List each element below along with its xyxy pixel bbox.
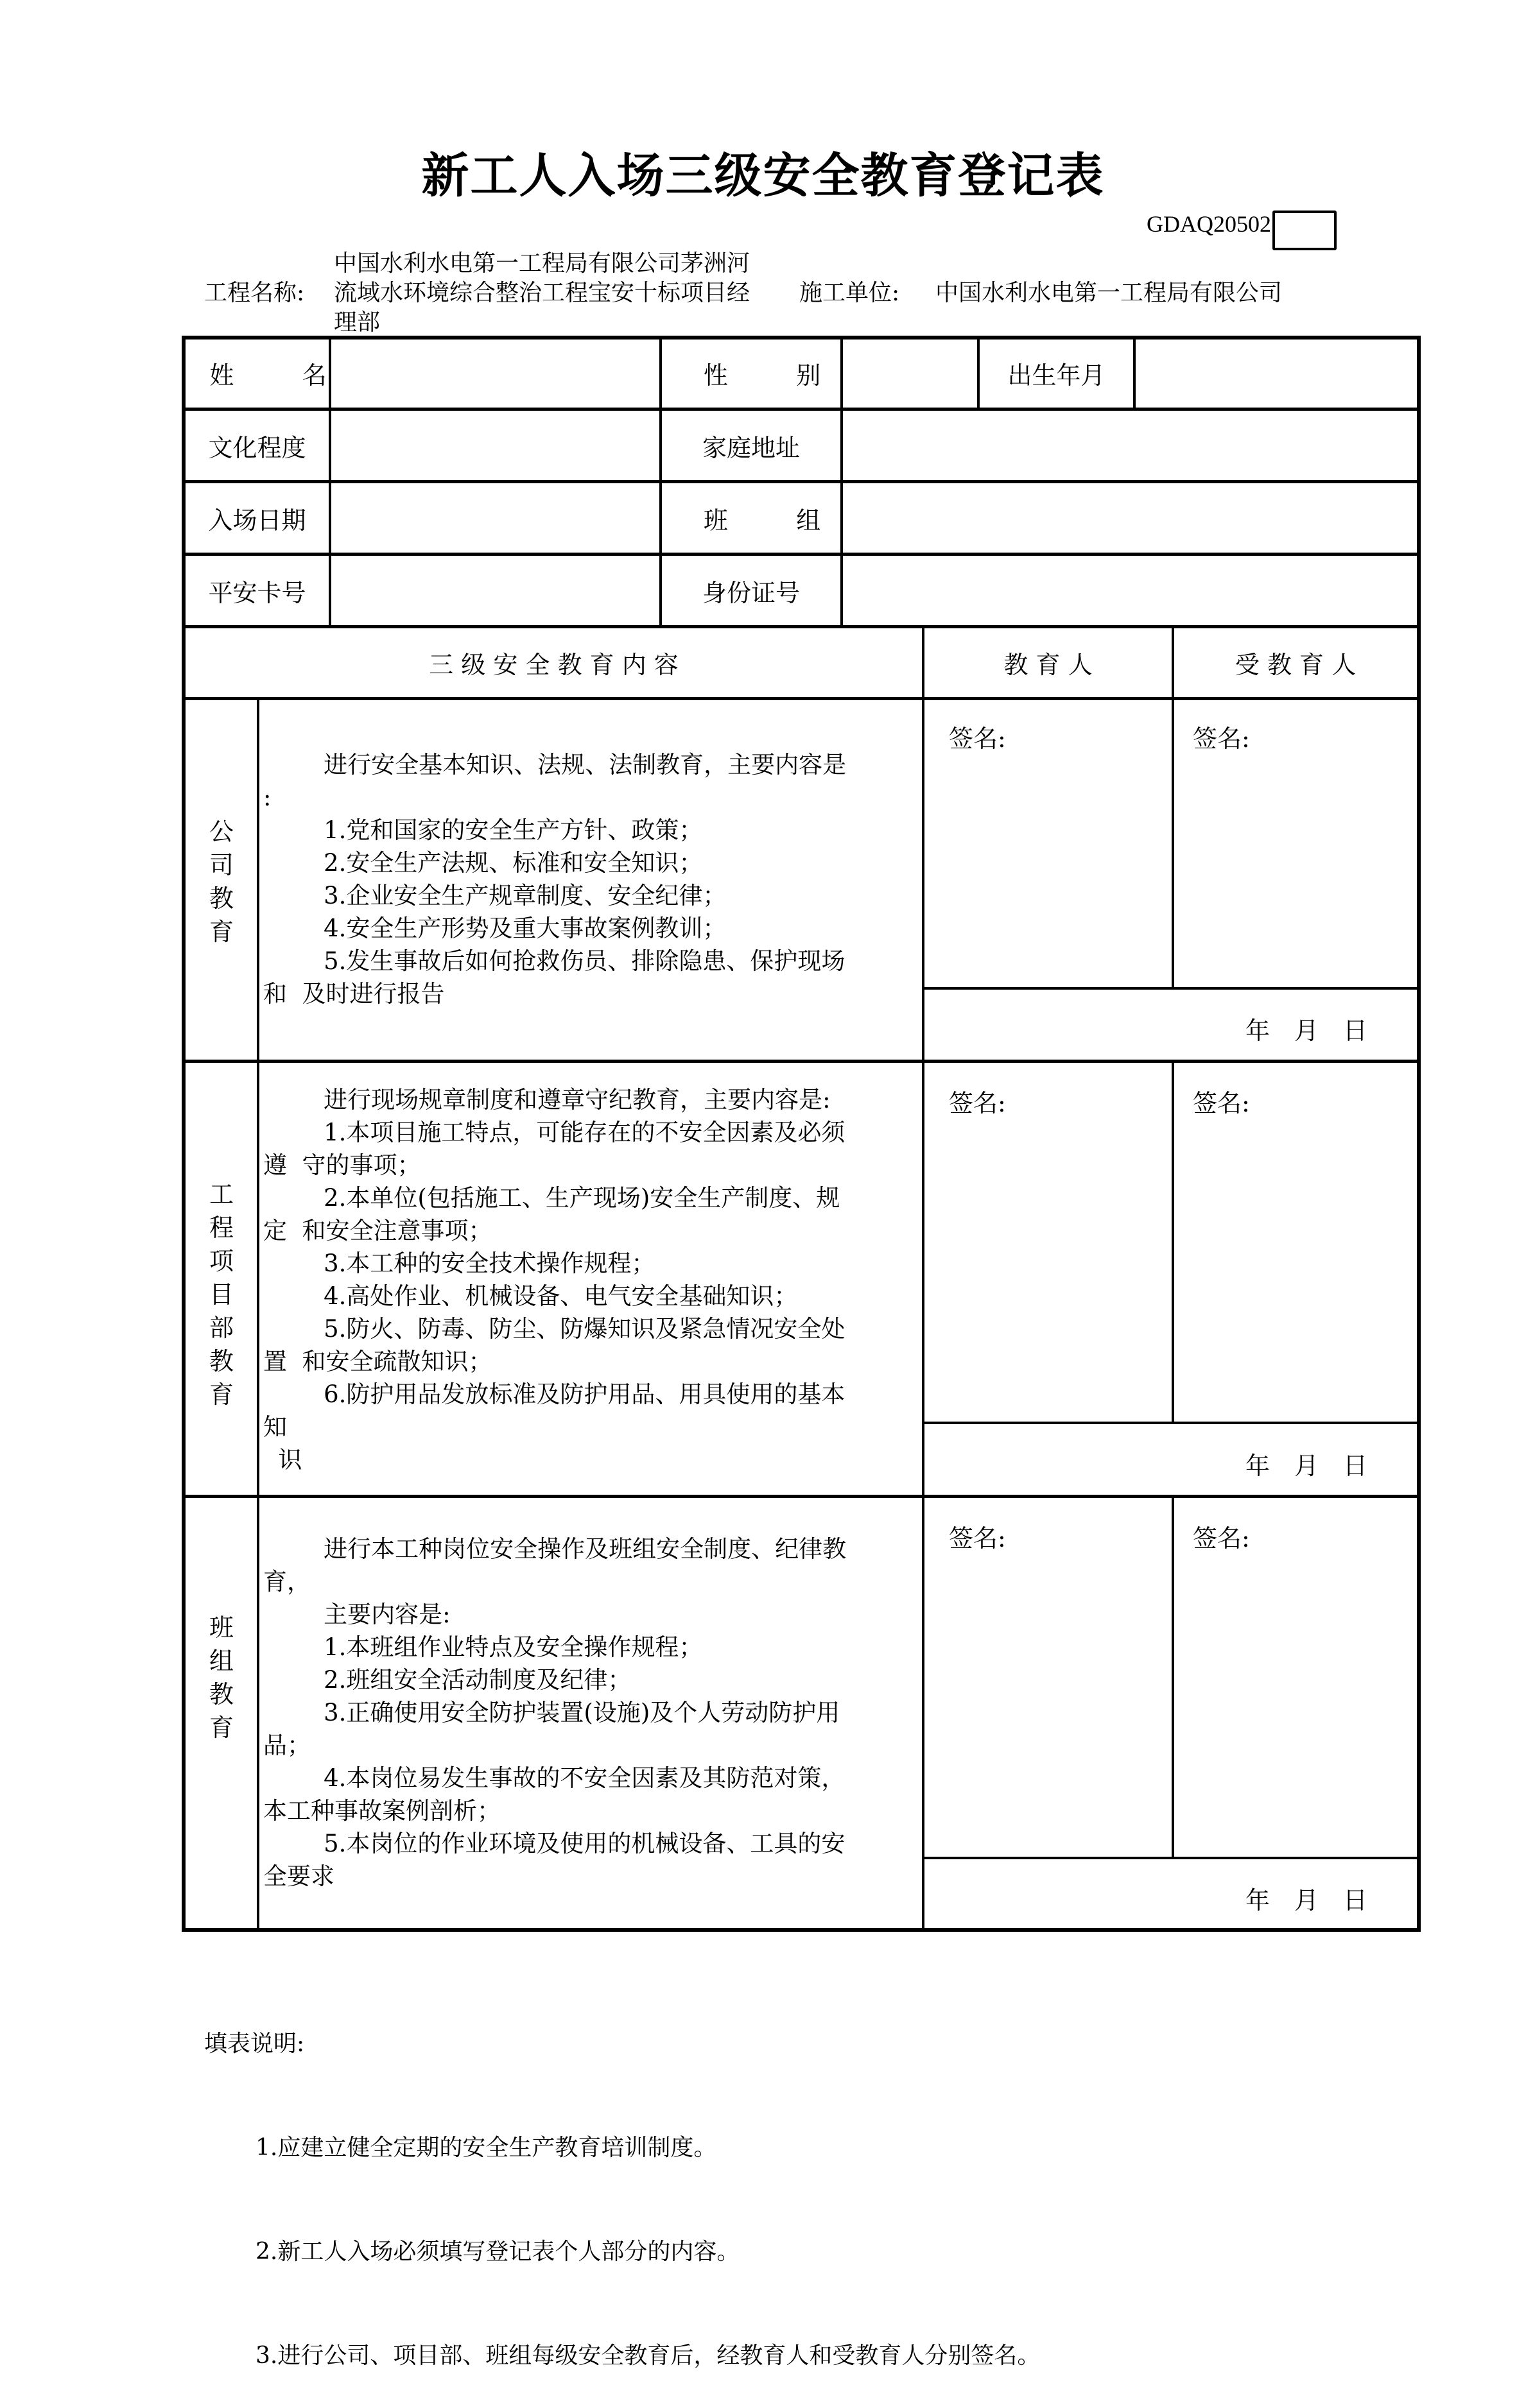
construction-unit-value: 中国水利水电第一工程局有限公司 (935, 280, 1283, 306)
form-title: 新工人入场三级安全教育登记表 (421, 148, 1105, 203)
safety-card-label: 平安卡号 (208, 578, 306, 607)
filling-instructions (204, 1957, 1040, 2408)
date-company[interactable]: 年 月 日 (1245, 1017, 1368, 1045)
col-divider (1172, 698, 1174, 988)
section-category-project: 工程项目部教育 (209, 1180, 234, 1409)
form-code: GDAQ20502 (1147, 211, 1271, 237)
col-divider (1172, 1061, 1174, 1423)
id-number-field[interactable] (843, 556, 1417, 625)
trainee-signature-project[interactable]: 签名: (1193, 1089, 1250, 1117)
project-name-line: 中国水利水电第一工程局有限公司茅洲河 (334, 250, 750, 277)
project-name-value (334, 249, 783, 338)
educator-signature-company[interactable]: 签名: (949, 725, 1006, 753)
section-divider (182, 1495, 1421, 1498)
educator-signature-team[interactable]: 签名: (949, 1524, 1006, 1552)
name-field[interactable] (331, 339, 659, 408)
instruction-item: 1.应建立健全定期的安全生产教育培训制度。 (256, 2135, 717, 2161)
home-address-label: 家庭地址 (702, 433, 800, 462)
birth-date-label: 出生年月 (1007, 361, 1105, 390)
birth-date-field[interactable] (1136, 339, 1417, 408)
project-name-label: 工程名称: (204, 280, 305, 306)
project-name-line: 流域水环境综合整治工程宝安十标项目经 (334, 280, 750, 306)
trainee-signature-team[interactable]: 签名: (1193, 1524, 1250, 1552)
instructions-title: 填表说明: (204, 2031, 305, 2057)
gender-label: 性 别 (703, 361, 843, 390)
id-number-label: 身份证号 (702, 578, 800, 607)
date-team[interactable]: 年 月 日 (1245, 1886, 1368, 1914)
col-divider (257, 698, 259, 1932)
educator-header: 教 育 人 (1003, 651, 1093, 679)
team-field[interactable] (843, 483, 1417, 553)
safety-card-field[interactable] (331, 556, 659, 625)
educator-signature-project[interactable]: 签名: (949, 1089, 1006, 1117)
project-name-line: 理部 (334, 309, 381, 336)
team-label: 班 组 (703, 506, 843, 535)
section-content-team: 进行本工种岗位安全操作及班组安全制度、纪律教 育， 主要内容是: 1.本班组作业特点及安全操作规程； 2.班组安全活动制度及纪律； 3.正确使用安全防护装置(设施)及个人劳动防护用 品； 4.本岗位易发生事故的不安全因素及其防范对策， 本工种事故案例剖析； 5.本岗位的作业环境及使用的机械设备、工具的安 全要求 (263, 1535, 847, 1890)
gender-field[interactable] (843, 339, 977, 408)
education-content-header: 三 级 安 全 教 育 内 容 (429, 651, 679, 679)
home-address-field[interactable] (843, 411, 1417, 480)
col-divider (922, 626, 924, 1932)
trainee-signature-company[interactable]: 签名: (1193, 725, 1250, 753)
section-category-company: 公司教育 (209, 818, 234, 946)
education-level-field[interactable] (331, 411, 659, 480)
education-level-label: 文化程度 (208, 433, 306, 462)
entry-date-field[interactable] (331, 483, 659, 553)
entry-date-label: 入场日期 (208, 506, 306, 535)
trainee-header: 受 教 育 人 (1235, 651, 1357, 679)
section-content-company: 进行安全基本知识、法规、法制教育，主要内容是 : 1.党和国家的安全生产方针、政策； 2.安全生产法规、标准和安全知识； 3.企业安全生产规章制度、安全纪律； 4.安全生产形势及重大事故案例教训； 5.发生事故后如何抢救伤员、排除隐患、保护现场 和 及时进行报告 (263, 751, 847, 1008)
instruction-item: 3.进行公司、项目部、班组每级安全教育后，经教育人和受教育人分别签名。 (256, 2343, 1041, 2369)
construction-unit-label: 施工单位: (799, 280, 900, 306)
name-label: 姓 名 (209, 361, 349, 390)
section-divider (182, 1060, 1421, 1063)
col-divider (1172, 1496, 1174, 1858)
instruction-item: 2.新工人入场必须填写登记表个人部分的内容。 (256, 2239, 740, 2265)
section-content-project: 进行现场规章制度和遵章守纪教育，主要内容是: 1.本项目施工特点，可能存在的不安全因素及必须 遵 守的事项； 2.本单位(包括施工、生产现场)安全生产制度、规 定 和安全注意事项； 3.本工种的安全技术操作规程； 4.高处作业、机械设备、电气安全基础知识； 5.防火、防毒、防尘、防爆知识及紧急情况安全处 置 和安全疏散知识； 6.防护用品发放标准及防护用品、用具使用的基本 知 识 (263, 1086, 845, 1474)
section-category-team: 班组教育 (209, 1613, 234, 1742)
date-project[interactable]: 年 月 日 (1245, 1452, 1368, 1480)
row-divider (182, 697, 1421, 700)
form-code-box[interactable] (1272, 211, 1337, 250)
